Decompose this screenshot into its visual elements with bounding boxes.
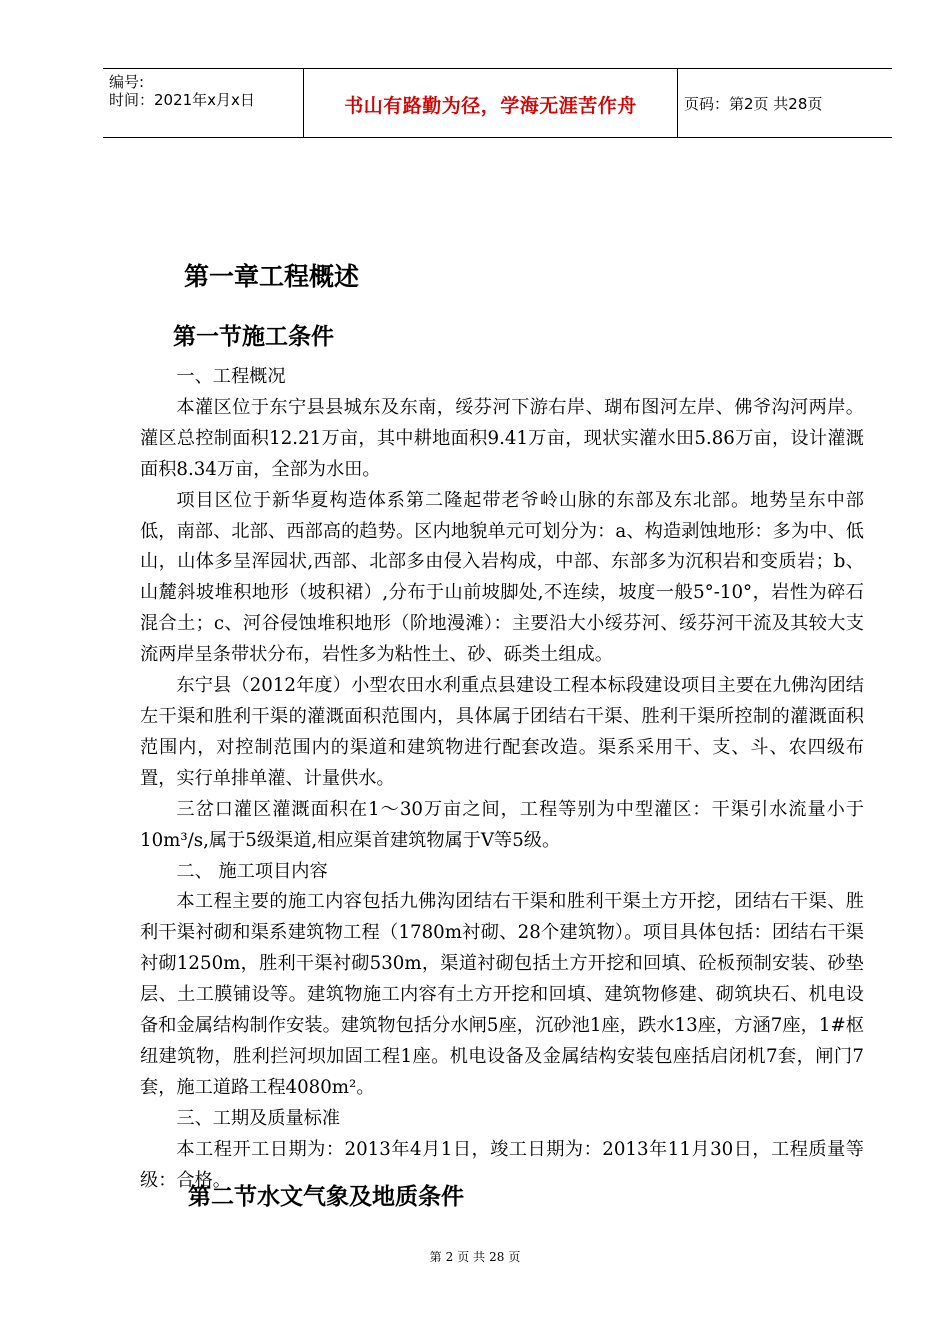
body-text	[140, 362, 864, 1196]
time-label: 时间：2021年x月x日	[109, 91, 255, 109]
paragraph: 本工程主要的施工内容包括九佛沟团结右干渠和胜利干渠土方开挖，团结右干渠、胜利干渠衬砌和渠系建筑物工程（1780m衬砌、28个建筑物）。项目具体包括：团结右干渠衬砌1250m，胜利干渠衬砌530m，渠道衬砌包括土方开挖和回填、砼板预制安装、砂垫层、土工膜铺设等。建筑物施工内容有土方开挖和回填、建筑物修建、砌筑块石、机电设备和金属结构制作安装。建筑物包括分水闸5座，沉砂池1座，跌水13座，方涵7座，1#枢纽建筑物，胜利拦河坝加固工程1座。机电设备及金属结构安装包座括启闭机7套，闸门7套，施工道路工程4080m²。	[140, 891, 864, 1098]
paragraph: 项目区位于新华夏构造体系第二隆起带老爷岭山脉的东部及东北部。地势呈东中部低，南部、北部、西部高的趋势。区内地貌单元可划分为：a、构造剥蚀地形：多为中、低山，山体多呈浑园状,西部、北部多由侵入岩构成，中部、东部多为沉积岩和变质岩；b、山麓斜坡堆积地形（坡积裙）,分布于山前坡脚处,不连续，坡度一般5°-10°，岩性为碎石混合土；c、河谷侵蚀堆积地形（阶地漫滩）：主要沿大小绥芬河、绥芬河干流及其较大支流两岸呈条带状分布，岩性多为粘性土、砂、砾类土组成。	[140, 489, 864, 666]
page-footer	[0, 1248, 950, 1265]
number-label: 编号:	[109, 73, 145, 91]
section-title-2: 第二节水文气象及地质条件	[188, 1184, 464, 1210]
header-page-cell	[678, 69, 892, 137]
paragraph: 东宁县（2012年度）小型农田水利重点县建设工程本标段建设项目主要在九佛沟团结左干渠和胜利干渠的灌溉面积范围内，具体属于团结右干渠、胜利干渠所控制的灌溉面积范围内，对控制范围内的渠道和建筑物进行配套改造。渠系采用干、支、斗、农四级布置，实行单排单灌、计量供水。	[140, 675, 864, 789]
footer-suffix: 页	[508, 1250, 521, 1264]
header-motto-cell	[304, 69, 678, 137]
page-label: 页码：第2页 共28页	[684, 95, 823, 113]
chapter-title: 第一章工程概述	[184, 262, 360, 291]
motto: 书山有路勤为径，学海无涯苦作舟	[344, 95, 637, 117]
paragraph: 本灌区位于东宁县县城东及东南，绥芬河下游右岸、瑚布图河左岸、佛爷沟河两岸。灌区总控制面积12.21万亩，其中耕地面积9.41万亩，现状实灌水田5.86万亩，设计灌溉面积8.34万亩，全部为水田。	[140, 396, 864, 480]
paragraph: 本工程开工日期为：2013年4月1日，竣工日期为：2013年11月30日，工程质量等级：合格。	[140, 1138, 864, 1191]
paragraph: 三、工期及质量标准	[176, 1107, 341, 1129]
section-title: 第一节施工条件	[173, 324, 334, 350]
paragraph: 二、 施工项目内容	[176, 860, 328, 882]
paragraph: 三岔口灌区灌溉面积在1～30万亩之间，工程等别为中型灌区：干渠引水流量小于10m³/s,属于5级渠道,相应渠首建筑物属于Ⅴ等5级。	[140, 798, 864, 851]
footer-page: 2	[445, 1250, 454, 1264]
footer-middle: 页 共	[457, 1250, 486, 1264]
footer-prefix: 第	[429, 1250, 442, 1264]
header-info-cell	[103, 69, 304, 137]
footer-total: 28	[489, 1250, 505, 1264]
page-header	[103, 68, 892, 138]
paragraph: 一、工程概况	[176, 366, 286, 387]
